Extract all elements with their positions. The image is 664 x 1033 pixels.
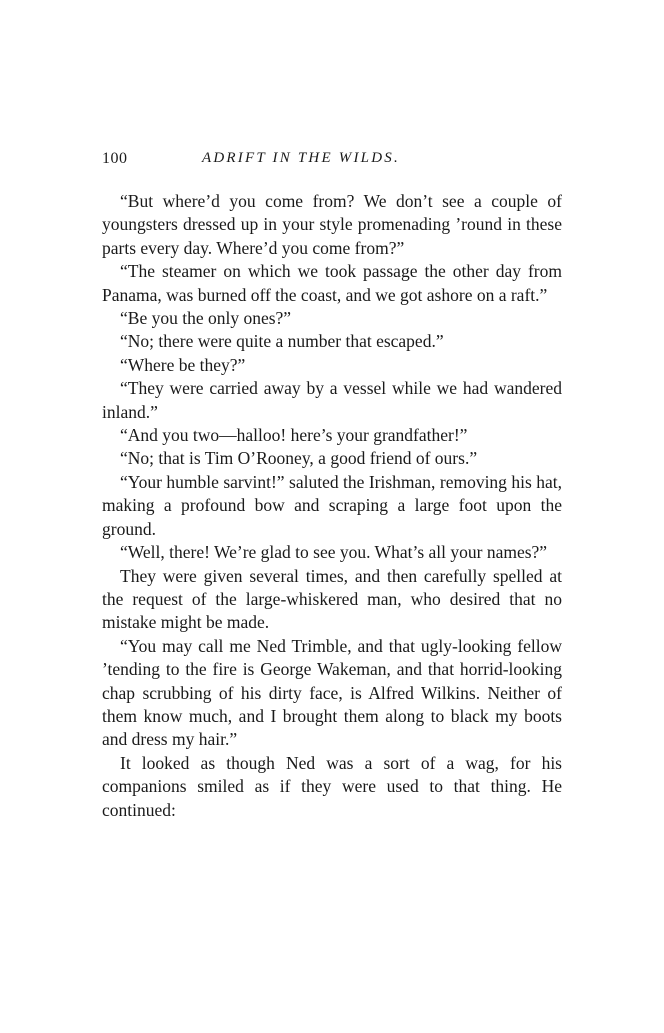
paragraph: “Your humble sarvint!” saluted the Irishman, removing his hat, making a profound bow and scraping a large foot upon the ground. bbox=[102, 471, 562, 539]
paragraph: It looked as though Ned was a sort of a wag, for his companions smiled as if they were used to that thing. He continued: bbox=[102, 752, 562, 820]
body-text bbox=[102, 190, 562, 822]
paragraph: “Well, there! We’re glad to see you. What’s all your names?” bbox=[120, 542, 548, 563]
running-title: ADRIFT IN THE WILDS. bbox=[202, 150, 400, 166]
paragraph: “They were carried away by a vessel while we had wandered inland.” bbox=[102, 378, 562, 422]
paragraph: “Where be they?” bbox=[120, 354, 246, 375]
paragraph: “No; there were quite a number that escaped.” bbox=[120, 331, 444, 352]
paragraph: “Be you the only ones?” bbox=[120, 308, 292, 329]
paragraph: “No; that is Tim O’Rooney, a good friend of ours.” bbox=[120, 448, 478, 469]
running-head bbox=[102, 150, 562, 172]
paragraph: “The steamer on which we took passage the other day from Panama, was burned off the coast, and we got ashore on a raft.” bbox=[102, 261, 562, 305]
paragraph: “But where’d you come from? We don’t see a couple of youngsters dressed up in your style promenading ’round in these parts every day. Where’d you come from?” bbox=[102, 191, 562, 258]
page-number: 100 bbox=[102, 150, 128, 167]
paragraph: “You may call me Ned Trimble, and that ugly-looking fellow ’tending to the fire is George Wakeman, and that horrid-looking chap scrubbing of his dirty face, is Alfred Wilkins. Neither of them know much, and I brought them along to black my boots and dress my hair.” bbox=[102, 635, 562, 750]
paragraph: “And you two—halloo! here’s your grandfather!” bbox=[120, 425, 468, 446]
paragraph: They were given several times, and then carefully spelled at the request of the large-whiskered man, who desired that no mistake might be made. bbox=[102, 565, 562, 633]
